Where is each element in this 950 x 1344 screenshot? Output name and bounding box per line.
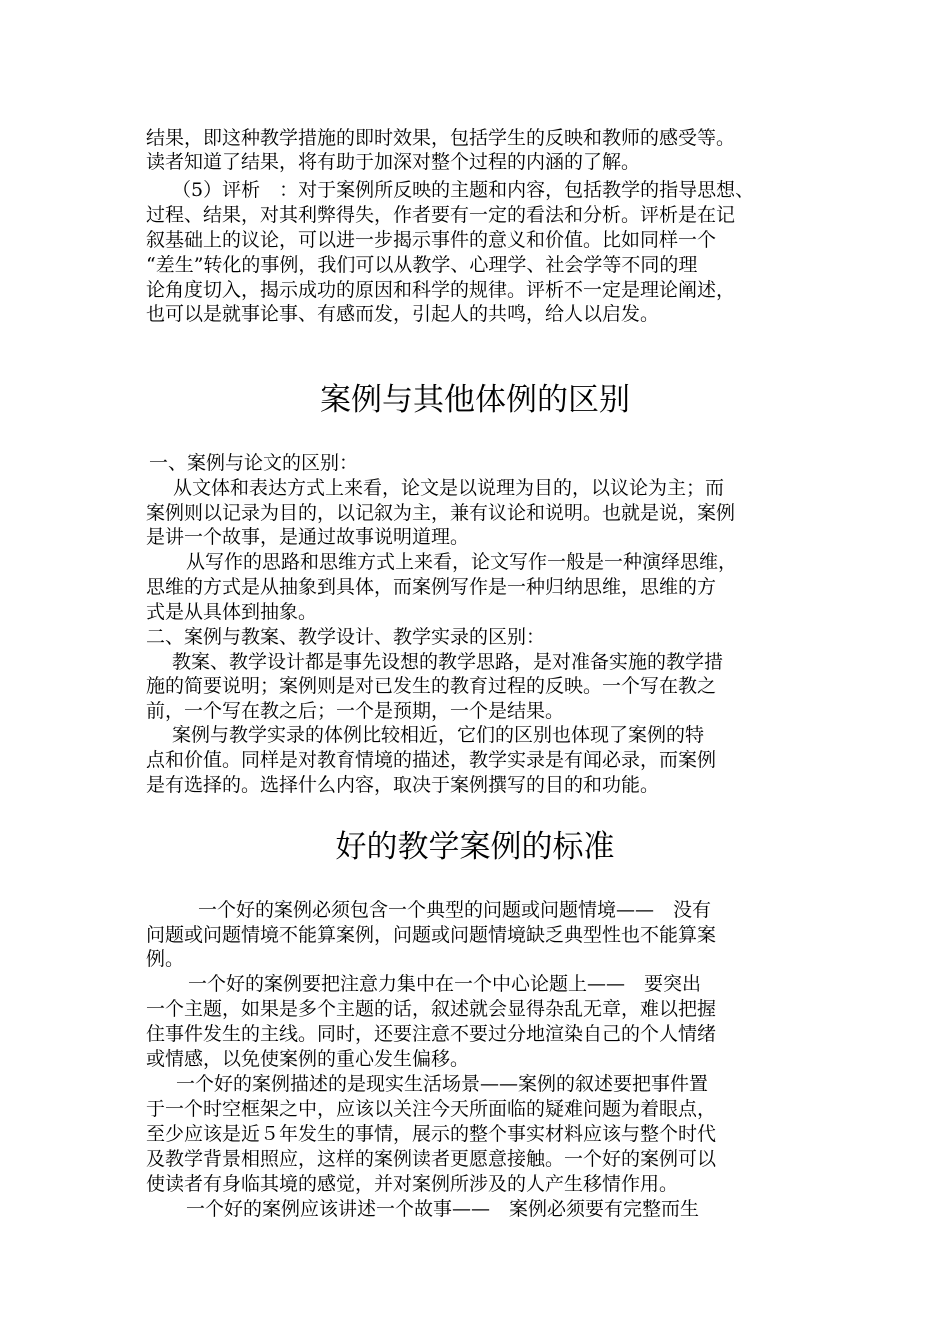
paragraph-line: 论角度切入，揭示成功的原因和科学的规律。评析不一定是理论阐述， (146, 279, 736, 301)
paragraph-line: 是有选择的。选择什么内容，取决于案例撰写的目的和功能。 (146, 774, 660, 796)
paragraph-line: 一个主题，如果是多个主题的话，叙述就会显得杂乱无章，难以把握 (146, 998, 717, 1020)
paragraph-line: 于一个时空框架之中，应该以关注今天所面临的疑难问题为着眼点， (146, 1098, 717, 1120)
paragraph-line: 点和价值。同样是对教育情境的描述，教学实录是有闻必录，而案例 (146, 749, 717, 771)
paragraph-line: 例。 (146, 948, 185, 970)
paragraph-line: 从写作的思路和思维方式上来看，论文写作一般是一种演绎思维， (186, 551, 738, 573)
paragraph-line: 使读者有身临其境的感觉，并对案例所涉及的人产生移情作用。 (146, 1173, 679, 1195)
paragraph-line: 案例则以记录为目的，以记叙为主，兼有议论和说明。也就是说，案例 (146, 502, 736, 524)
paragraph-line: 至少应该是近５年发生的事情，展示的整个事实材料应该与整个时代 (146, 1123, 717, 1145)
paragraph-line: 前，一个写在教之后；一个是预期，一个是结果。 (146, 700, 565, 722)
paragraph-line: 式是从具体到抽象。 (146, 601, 318, 623)
paragraph-line: “差生”转化的事例，我们可以从教学、心理学、社会学等不同的理 (146, 254, 698, 276)
paragraph-line: 一、案例与论文的区别： (149, 452, 359, 474)
paragraph-line: 问题或问题情境不能算案例，问题或问题情境缺乏典型性也不能算案 (146, 924, 717, 946)
paragraph-line: 也可以是就事论事、有感而发，引起人的共鸣，给人以启发。 (146, 303, 660, 325)
paragraph-line: （5）评析 ：对于案例所反映的主题和内容，包括教学的指导思想、 (172, 179, 755, 201)
paragraph-line: 住事件发生的主线。同时，还要注意不要过分地渲染自己的个人情绪 (146, 1023, 717, 1045)
paragraph-line: 案例与教学实录的体例比较相近，它们的区别也体现了案例的特 (172, 724, 705, 746)
paragraph-line: 一个好的案例要把注意力集中在一个中心论题上—— 要突出 (188, 973, 702, 995)
paragraph-line: 二、案例与教案、教学设计、教学实录的区别： (146, 626, 546, 648)
paragraph-line: 从文体和表达方式上来看，论文是以说理为目的，以议论为主；而 (173, 477, 725, 499)
section-heading: 案例与其他体例的区别 (320, 382, 630, 418)
paragraph-line: 及教学背景相照应，这样的案例读者更愿意接触。一个好的案例可以 (146, 1148, 717, 1170)
paragraph-line: 叙基础上的议论，可以进一步揭示事件的意义和价值。比如同样一个 (146, 229, 717, 251)
paragraph-line: 过程、结果，对其利弊得失，作者要有一定的看法和分析。评析是在记 (146, 204, 736, 226)
paragraph-line: 或情感，以免使案例的重心发生偏移。 (146, 1048, 470, 1070)
paragraph-line: 思维的方式是从抽象到具体，而案例写作是一种归纳思维，思维的方 (146, 576, 717, 598)
paragraph-line: 一个好的案例应该讲述一个故事—— 案例必须要有完整而生 (186, 1198, 700, 1220)
paragraph-line: 施的简要说明；案例则是对已发生的教育过程的反映。一个写在教之 (146, 675, 717, 697)
paragraph-line: 是讲一个故事，是通过故事说明道理。 (146, 526, 470, 548)
paragraph-line: 教案、教学设计都是事先设想的教学思路，是对准备实施的教学措 (172, 651, 724, 673)
section-heading: 好的教学案例的标准 (335, 829, 615, 865)
paragraph-line: 结果，即这种教学措施的即时效果，包括学生的反映和教师的感受等。 (146, 127, 736, 149)
paragraph-line: 读者知道了结果，将有助于加深对整个过程的内涵的了解。 (146, 151, 641, 173)
paragraph-line: 一个好的案例必须包含一个典型的问题或问题情境—— 没有 (198, 899, 712, 921)
paragraph-line: 一个好的案例描述的是现实生活场景——案例的叙述要把事件置 (176, 1073, 709, 1095)
